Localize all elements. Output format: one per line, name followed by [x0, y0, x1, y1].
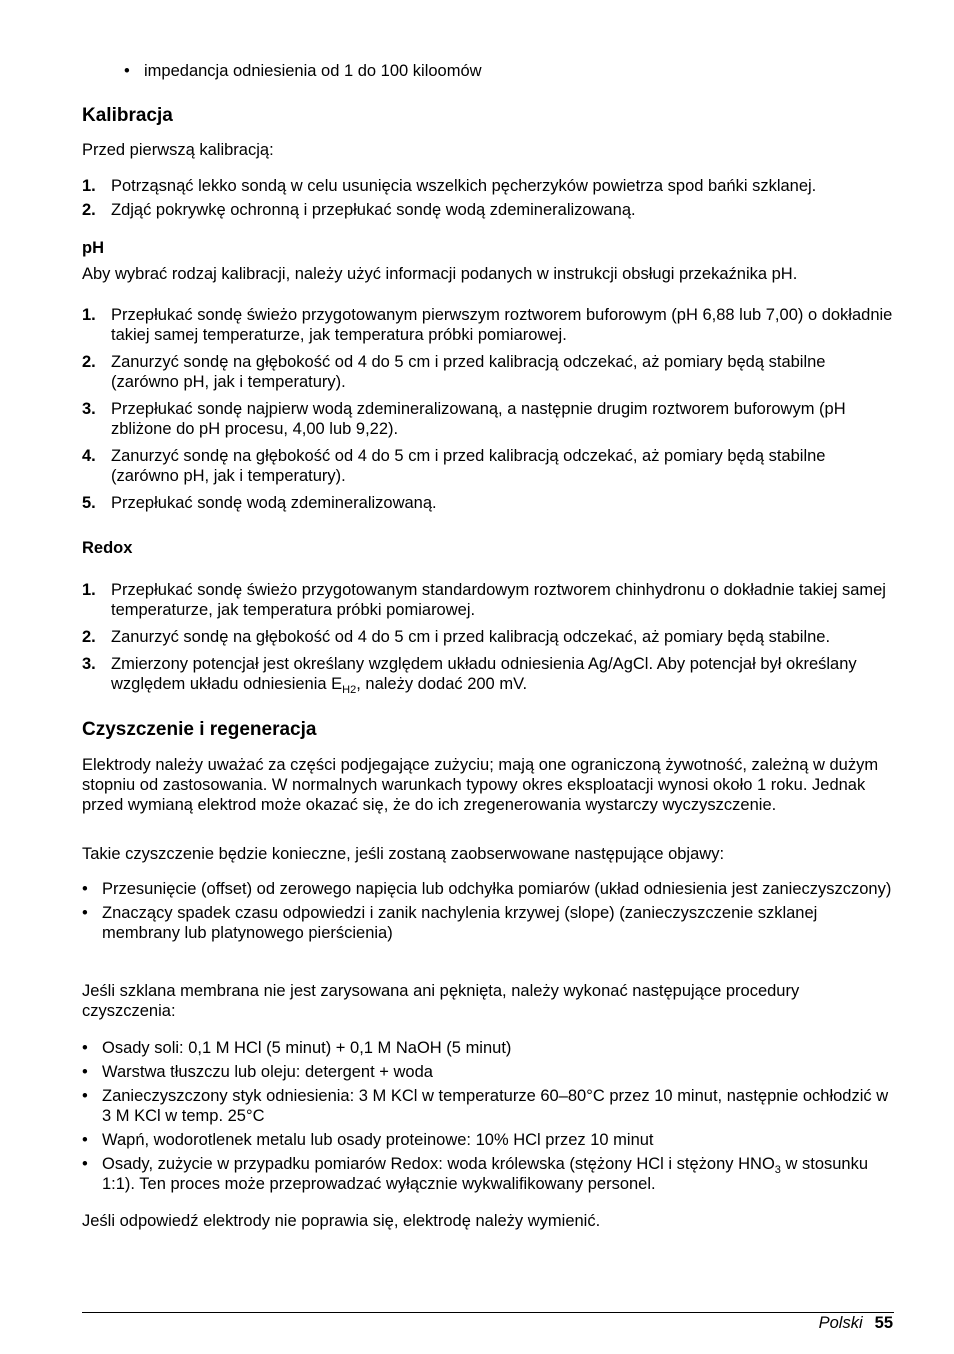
step-item: 4. Zanurzyć sondę na głębokość od 4 do 5 cm i przed kalibracją odczekać, aż pomiary będą stabilne (zarówno pH, jak i temperatury). — [82, 447, 826, 485]
cleaning-paragraph: Jeśli szklana membrana nie jest zarysowana ani pęknięta, należy wykonać następujące procedury czyszczenia: — [82, 982, 800, 1020]
step-item: 3. Przepłukać sondę najpierw wodą zdemineralizowaną, a następnie drugim roztworem buforowym (pH zbliżone do pH procesu, 4,00 lub 9,22). — [82, 400, 846, 438]
bullet-item: • Osady, zużycie w przypadku pomiarów Redox: woda królewska (stężony HCl i stężony $HNO_3$ w stosunku 1:1). Ten proces może przeprowadzać wyłącznie wykwalifikowany personel. — [82, 1154, 894, 1194]
bullet-item: • Przesunięcie (offset) od zerowego napięcia lub odchyłka pomiarów (układ odniesienia jest zanieczyszczony) — [82, 879, 894, 899]
subheading-ph: pH — [82, 239, 104, 257]
calibration-intro: Przed pierwszą kalibracją: — [82, 141, 274, 159]
page-number: 55 — [874, 1314, 893, 1332]
cleaning-paragraph: Jeśli odpowiedź elektrody nie poprawia się, elektrodę należy wymienić. — [82, 1212, 601, 1230]
subheading-redox: Redox — [82, 539, 133, 557]
bullet-item: • Zanieczyszczony styk odniesienia: 3 M KCl w temperaturze 60–80°C przez 10 minut, następnie ochłodzić w 3 M KCl w temp. 25°C — [82, 1086, 894, 1126]
bullet-item: • impedancja odniesienia od 1 do 100 kiloomów — [124, 61, 482, 81]
page-footer — [819, 1313, 893, 1333]
step-item: 1. Przepłukać sondę świeżo przygotowanym standardowym roztworem chinhydronu o dokładnie takiej samej temperaturze, jak temperatura próbki pomiarowej. — [82, 581, 886, 619]
footer-language: Polski — [818, 1314, 863, 1332]
step-item: 5. Przepłukać sondę wodą zdemineralizowaną. — [82, 494, 437, 512]
redox-steps — [82, 580, 894, 701]
bullet-item: • Osady soli: 0,1 M HCl (5 minut) + 0,1 M NaOH (5 minut) — [82, 1038, 894, 1058]
procedures-list — [82, 1038, 894, 1198]
step-item: 3. Zmierzony potencjał jest określany względem układu odniesienia Ag/AgCl. Aby potencjał był określany względem układu odniesienia $E_{H2}$, należy dodać 200 mV. — [82, 655, 857, 696]
ph-intro: Aby wybrać rodzaj kalibracji, należy użyć informacji podanych w instrukcji obsługi przekaźnika pH. — [82, 265, 798, 283]
step-item: 2. Zdjąć pokrywkę ochronną i przepłukać sondę wodą zdemineralizowaną. — [82, 201, 636, 219]
subscript: 3 — [774, 1164, 781, 1176]
step-item: 1. Przepłukać sondę świeżo przygotowanym pierwszym roztworem buforowym (pH 6,88 lub 7,00) o dokładnie takiej samej temperaturze, jak temperatura próbki pomiarowej. — [82, 306, 893, 344]
cleaning-paragraph: Elektrody należy uważać za części podjegające zużyciu; mają one ograniczoną żywotność, zależną w dużym stopniu od zastosowania. W normalnych warunkach typowy okres eksploatacji wynosi około 1 roku. Jednak przed wymianą elektrod może okazać się, że do ich zregenerowania wystarczy wyczyszczenie. — [82, 756, 879, 814]
step-item: 1. Potrząsnąć lekko sondą w celu usunięcia wszelkich pęcherzyków powietrza spod bańki szklanej. — [82, 177, 817, 195]
calibration-steps — [82, 176, 894, 227]
ph-steps — [82, 305, 894, 520]
cleaning-paragraph: Takie czyszczenie będzie konieczne, jeśli zostaną zaobserwowane następujące objawy: — [82, 845, 725, 863]
footer-rule — [82, 1312, 894, 1313]
bullet-item: • Warstwa tłuszczu lub oleju: detergent + woda — [82, 1062, 894, 1082]
bullet-item: • Wapń, wodorotlenek metalu lub osady proteinowe: 10% HCl przez 10 minut — [82, 1130, 894, 1150]
symptoms-list — [82, 879, 894, 947]
top-bullet-item — [124, 61, 482, 85]
section-heading-calibration: Kalibracja — [82, 105, 173, 126]
section-heading-cleaning: Czyszczenie i regeneracja — [82, 719, 317, 740]
subscript: H2 — [342, 684, 357, 696]
step-item: 2. Zanurzyć sondę na głębokość od 4 do 5 cm i przed kalibracją odczekać, aż pomiary będą stabilne (zarówno pH, jak i temperatury). — [82, 353, 826, 391]
bullet-item: • Znaczący spadek czasu odpowiedzi i zanik nachylenia krzywej (slope) (zanieczyszczenie szklanej membrany lub platynowego pierścienia) — [82, 903, 894, 943]
step-item: 2. Zanurzyć sondę na głębokość od 4 do 5 cm i przed kalibracją odczekać, aż pomiary będą stabilne. — [82, 628, 831, 646]
